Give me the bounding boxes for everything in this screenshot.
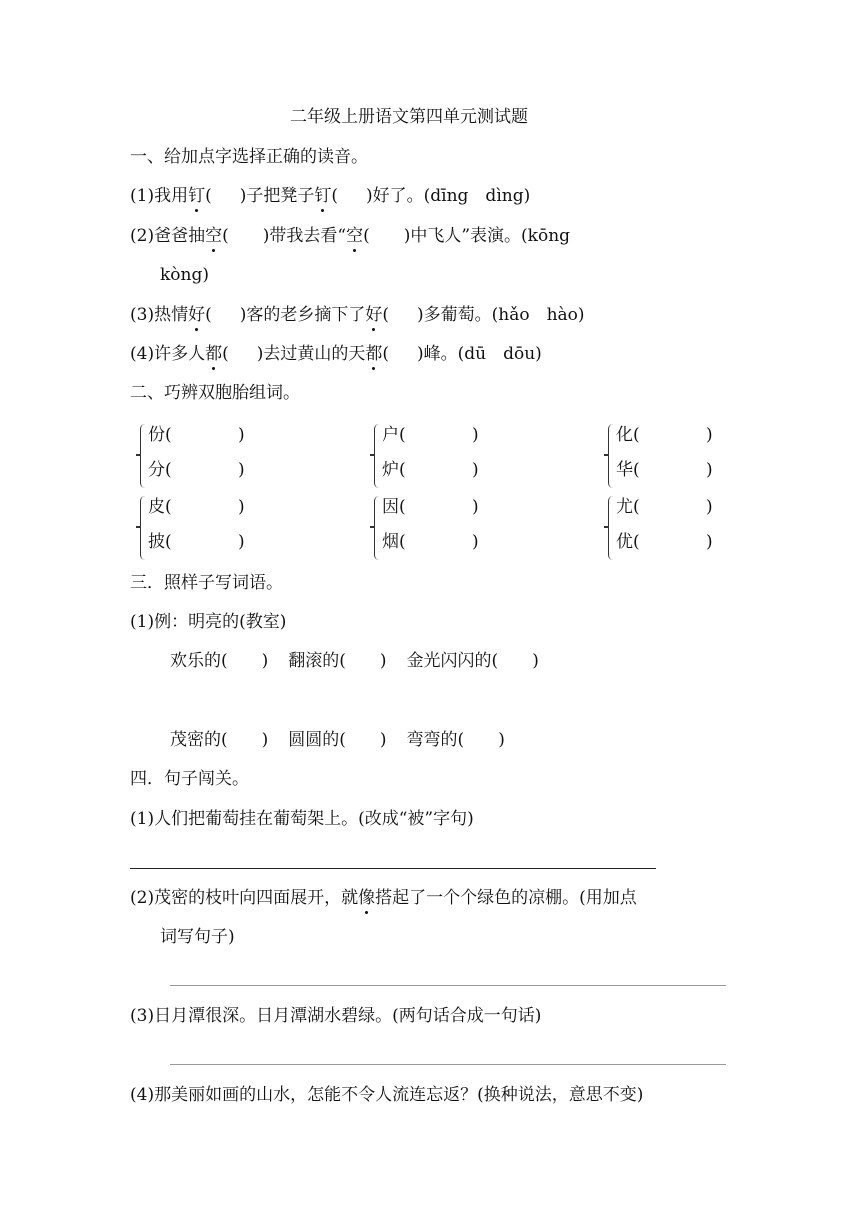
text: ( [205, 305, 212, 325]
text: ( [222, 344, 229, 364]
paren: ) [472, 532, 479, 552]
dotted-char: 钉 [188, 186, 206, 206]
paren: ) [238, 497, 245, 517]
sentence-question-4: (4)那美丽如画的山水，怎能不令人流连忘返？(换种说法，意思不变) [130, 1085, 644, 1105]
phrase-prefix: 圆圆的( [288, 730, 346, 750]
character: 皮 [148, 497, 165, 517]
text: )多葡萄。(hǎo hào) [417, 305, 585, 325]
phrase-prefix: 金光闪闪的( [406, 651, 499, 671]
character: 披 [148, 532, 165, 552]
character: 因 [382, 497, 399, 517]
paren: ) [379, 730, 387, 750]
dotted-char: 像 [358, 888, 376, 908]
paren: ) [498, 730, 505, 750]
paren: ( [633, 425, 640, 445]
character: 华 [616, 460, 633, 480]
paren: ) [261, 730, 269, 750]
character: 烟 [382, 532, 399, 552]
paren: ) [472, 497, 479, 517]
dotted-char: 好 [188, 305, 206, 325]
paren: ) [706, 460, 713, 480]
dotted-char: 都 [205, 344, 223, 364]
brace [608, 496, 613, 560]
text: (3)热情 [130, 305, 189, 325]
paren: ( [165, 497, 172, 517]
section-heading-4: 四．句子闯关。 [130, 769, 249, 789]
character: 尤 [616, 497, 633, 517]
twin-pair-6 [608, 494, 808, 564]
text: (4)许多人 [130, 344, 206, 364]
brace [374, 424, 379, 488]
text: )客的老乡摘下了 [239, 305, 366, 325]
paren: ( [399, 460, 406, 480]
sentence-question-2 [130, 887, 637, 909]
character: 份 [148, 425, 165, 445]
text: ( [382, 344, 390, 364]
text: )好了。(dīng dìng) [366, 186, 531, 206]
text: )去过黄山的天 [256, 344, 366, 364]
paren: ) [532, 651, 539, 671]
character: 炉 [382, 460, 399, 480]
paren: ) [706, 425, 713, 445]
twin-pair-3 [608, 422, 808, 492]
phrase-row-1 [170, 650, 539, 672]
answer-line-2[interactable] [170, 985, 726, 986]
brace [140, 496, 145, 560]
paren: ) [706, 497, 713, 517]
text: (1)我用 [130, 186, 189, 206]
character: 户 [382, 425, 399, 445]
character: 优 [616, 532, 633, 552]
paren: ) [238, 460, 245, 480]
text: ( [382, 305, 390, 325]
text: 搭起了一个个绿色的凉棚。(用加点 [375, 888, 637, 908]
question-1-2-cont: kòng) [160, 265, 209, 285]
text: )带我去看“ [262, 226, 347, 246]
text: )峰。(dū dōu) [417, 344, 542, 364]
character: 分 [148, 460, 165, 480]
text: (2)茂密的枝叶向四面展开，就 [130, 888, 359, 908]
sentence-question-1: (1)人们把葡萄挂在葡萄架上。(改成“被”字句) [130, 809, 474, 829]
paren: ( [633, 532, 640, 552]
dotted-char: 钉 [314, 186, 332, 206]
twin-pair-1 [140, 422, 340, 492]
question-1-4 [130, 343, 542, 365]
question-1-2 [130, 225, 570, 247]
paren: ) [472, 460, 479, 480]
paren: ) [261, 651, 269, 671]
page-title: 二年级上册语文第四单元测试题 [290, 107, 528, 127]
phrase-prefix: 欢乐的( [170, 651, 228, 671]
paren: ) [238, 532, 245, 552]
answer-line-1[interactable] [130, 868, 656, 869]
paren: ( [633, 460, 640, 480]
character: 化 [616, 425, 633, 445]
answer-line-3[interactable] [170, 1064, 726, 1065]
section-heading-3: 三．照样子写词语。 [130, 573, 283, 593]
text: ( [363, 226, 370, 246]
phrase-prefix: 弯弯的( [406, 730, 465, 750]
question-1-3 [130, 304, 585, 326]
section-heading-1: 一、给加点字选择正确的读音。 [130, 147, 368, 167]
sentence-question-3: (3)日月潭很深。日月潭湖水碧绿。(两句话合成一句话) [130, 1006, 542, 1026]
brace [608, 424, 613, 488]
dotted-char: 好 [365, 305, 383, 325]
section-heading-2: 二、巧辨双胞胎组词。 [130, 383, 300, 403]
paren: ) [472, 425, 479, 445]
paren: ) [379, 651, 387, 671]
paren: ( [399, 497, 406, 517]
text: )中飞人”表演。(kōng [403, 226, 571, 246]
dotted-char: 空 [205, 226, 223, 246]
dotted-char: 空 [346, 226, 364, 246]
paren: ) [238, 425, 245, 445]
text: (2)爸爸抽 [130, 226, 206, 246]
text: ( [331, 186, 339, 206]
paren: ( [165, 425, 172, 445]
paren: ( [633, 497, 640, 517]
brace [140, 424, 145, 488]
phrase-prefix: 茂密的( [170, 730, 228, 750]
twin-pair-2 [374, 422, 574, 492]
paren: ( [399, 425, 406, 445]
twin-pair-5 [374, 494, 574, 564]
paren: ( [165, 532, 172, 552]
dotted-char: 都 [365, 344, 383, 364]
text: ( [205, 186, 212, 206]
phrase-row-2 [170, 729, 505, 751]
sentence-question-2-cont: 词写句子) [160, 927, 235, 947]
question-1-1 [130, 185, 530, 207]
text: ( [222, 226, 229, 246]
brace [374, 496, 379, 560]
phrase-prefix: 翻滚的( [288, 651, 346, 671]
twin-pair-4 [140, 494, 340, 564]
example-line: (1)例：明亮的(教室) [130, 612, 287, 632]
paren: ( [399, 532, 406, 552]
text: )子把凳子 [239, 186, 315, 206]
paren: ( [165, 460, 172, 480]
paren: ) [706, 532, 713, 552]
